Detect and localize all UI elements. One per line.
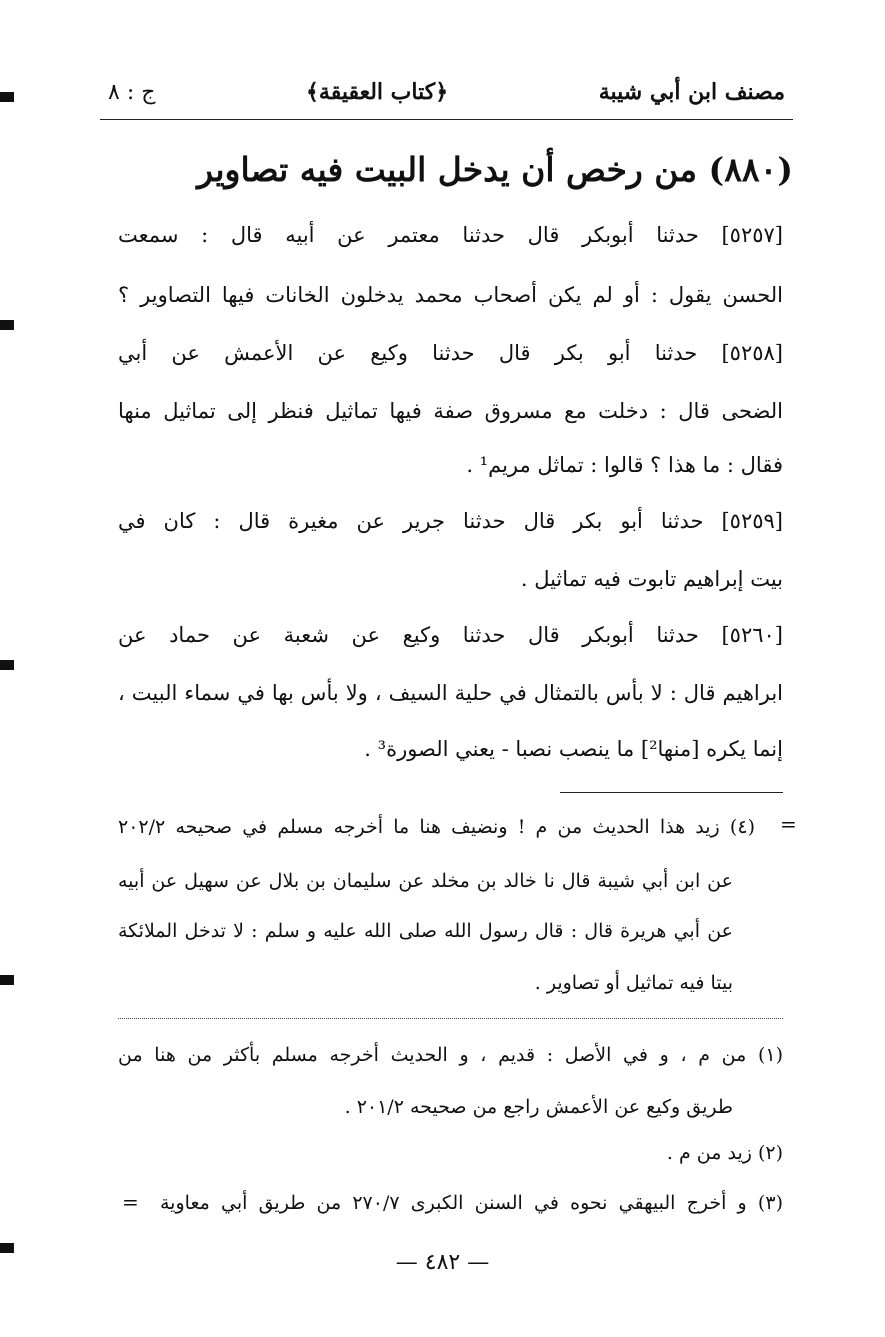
- page-number: — ٤٨٢ —: [395, 1250, 490, 1275]
- body-line: إنما يكره [منها²] ما ينصب نصبا - يعني الصورة³ .: [364, 737, 783, 761]
- running-header: [108, 72, 785, 112]
- body-line: [٥٢٦٠] حدثنا أبوبكر قال حدثنا وكيع عن شعبة عن حماد عن: [118, 623, 783, 647]
- footnote-rule: [560, 792, 783, 793]
- body-line: [٥٢٥٨] حدثنا أبو بكر قال حدثنا وكيع عن الأعمش عن أبي: [118, 341, 783, 365]
- body-line: الحسن يقول : أو لم يكن أصحاب محمد يدخلون الخانات فيها التصاوير ؟: [118, 283, 783, 307]
- header-rule: [100, 119, 793, 120]
- margin-mark: [0, 320, 14, 330]
- body-line: الضحى قال : دخلت مع مسروق صفة فيها تماثيل فنظر إلى تماثيل منها: [118, 399, 783, 423]
- footnote-line: بيتا فيه تماثيل أو تصاوير .: [534, 972, 733, 994]
- continuation-mark: =: [122, 1190, 139, 1214]
- body-line: ابراهيم قال : لا بأس بالتمثال في حلية السيف ، ولا بأس بها في سماء البيت ،: [118, 681, 783, 705]
- footnote-separator: [118, 1018, 783, 1019]
- margin-mark: [0, 92, 14, 102]
- footnote-line: (٤) زيد هذا الحديث من م ! ونضيف هنا ما أخرجه مسلم في صحيحه ٢٠٢/٢: [118, 816, 755, 838]
- footnote-line: طريق وكيع عن الأعمش راجع من صحيحه ٢٠١/٢ .: [344, 1096, 733, 1118]
- margin-mark: [0, 660, 14, 670]
- footnote-line: (٣) و أخرج البيهقي نحوه في السنن الكبرى ٢٧٠/٧ من طريق أبي معاوية: [160, 1192, 783, 1214]
- book-title: مصنف ابن أبي شيبة: [598, 79, 785, 105]
- footnote-line: عن ابن أبي شيبة قال نا خالد بن مخلد عن سليمان بن بلال عن سهيل عن أبيه: [118, 870, 733, 892]
- continuation-mark: =: [780, 812, 797, 836]
- margin-mark: [0, 975, 14, 985]
- footnote-line: عن أبي هريرة قال : قال رسول الله صلى الله عليه و سلم : لا تدخل الملائكة: [118, 920, 733, 942]
- chapter-title: (٨٨٠) من رخص أن يدخل البيت فيه تصاوير: [197, 150, 793, 189]
- body-line: [٥٢٥٧] حدثنا أبوبكر قال حدثنا معتمر عن أبيه قال : سمعت: [118, 223, 783, 247]
- volume-label: ج : ٨: [108, 79, 156, 105]
- footnote-line: (١) من م ، و في الأصل : قديم ، و الحديث أخرجه مسلم بأكثر من هنا من: [118, 1044, 783, 1066]
- body-line: بيت إبراهيم تابوت فيه تماثيل .: [520, 567, 783, 591]
- footnote-line: (٢) زيد من م .: [666, 1142, 783, 1164]
- section-label: ﴿كتاب العقيقة﴾: [306, 79, 449, 105]
- body-line: فقال : ما هذا ؟ قالوا : تماثل مريم¹ .: [466, 453, 783, 477]
- body-line: [٥٢٥٩] حدثنا أبو بكر قال حدثنا جرير عن مغيرة قال : كان في: [118, 509, 783, 533]
